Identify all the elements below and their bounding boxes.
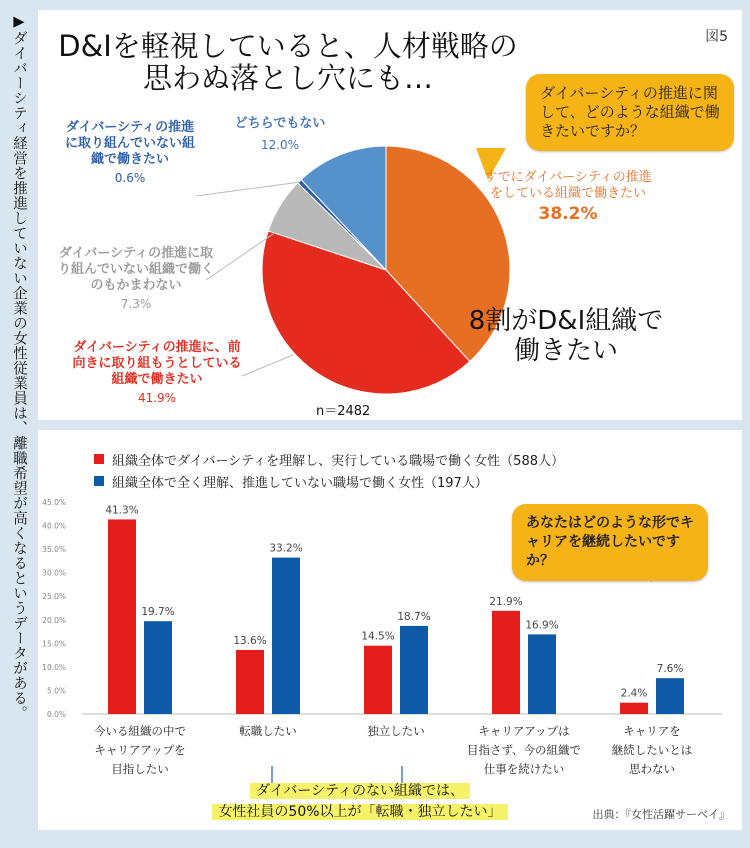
bar-red-0	[108, 519, 136, 714]
legend-label: 組織全体で全く理解、推進していない職場で働く女性（197人）	[112, 475, 488, 491]
y-tick-label: 45.0%	[42, 498, 66, 507]
bar-blue-3	[528, 634, 556, 714]
highlight-line-1: ダイバーシティのない組織では、	[250, 783, 470, 799]
headline-line-1: D&Iを軽視していると、人材戦略の	[58, 29, 518, 63]
slice-label-text: ダイバーシティの推進に、前向きに取り組もうとしている組織で働きたい	[72, 340, 242, 387]
bar-red-2	[364, 646, 392, 714]
bar-red-1	[236, 650, 264, 714]
bar-value-label: 2.4%	[620, 687, 648, 700]
category-labels	[38, 722, 742, 782]
highlight-line-2: 女性社員の50%以上が「転職・独立したい」	[212, 804, 507, 820]
headline-line-2: 思わぬ落とし穴にも…	[142, 61, 433, 95]
category-label	[80, 722, 200, 779]
category-label-line: キャリアアップを	[94, 743, 186, 757]
category-label-line: 仕事を続けたい	[483, 762, 565, 776]
bar-blue-2	[400, 626, 428, 714]
question-bubble: ダイバーシティの推進に関して、どのような組織で働きたいですか？	[526, 74, 734, 151]
bar-blue-4	[656, 678, 684, 714]
slice-label-not-pursuing	[60, 120, 200, 185]
source-note: 出典：『女性活躍サーベイ』	[592, 808, 730, 821]
side-caption: ▶ダイバーシティ経営を推進していない企業の女性従業員は、離職希望が高くなるというデータがある。	[11, 14, 27, 721]
slice-label-text: どちらでもない	[234, 116, 326, 131]
category-label-line: キャリアを	[623, 724, 681, 738]
bar-value-label: 18.7%	[397, 610, 431, 623]
category-label	[336, 722, 456, 741]
slice-label-value: 0.6%	[114, 171, 146, 185]
slice-label-text: ダイバーシティの推進に取り組んでいない組織で働きたい	[64, 120, 195, 167]
big-note: 8割がD&I組織で働きたい	[468, 306, 664, 366]
category-label	[592, 722, 712, 779]
bar-red-3	[492, 611, 520, 714]
slice-label-value: 12.0%	[260, 138, 300, 152]
leader-line	[196, 182, 300, 196]
category-label-line: 目指さず、今の組織で	[466, 743, 582, 757]
y-tick-label: 15.0%	[42, 639, 66, 649]
sample-size: n＝2482	[316, 404, 371, 419]
bar-blue-1	[272, 558, 300, 714]
bar-value-label: 16.9%	[525, 619, 559, 632]
figure-label: 図5	[705, 29, 728, 45]
y-tick-label: 0.0%	[46, 710, 66, 719]
slice-label-text: すでにダイバーシティの推進をしている組織で働きたい	[484, 170, 652, 201]
legend-label: 組織全体でダイバーシティを理解し、実行している職場で働く女性（588人）	[112, 453, 564, 469]
category-label-line: 今いる組織の中で	[94, 724, 186, 738]
category-label-line: 独立したい	[367, 724, 425, 738]
bar-blue-0	[144, 621, 172, 714]
y-tick-label: 40.0%	[42, 521, 66, 531]
bar-value-label: 19.7%	[141, 606, 175, 619]
category-label-line: 継続したいとは	[611, 743, 693, 757]
slice-label-text: ダイバーシティの推進に取り組んでいない組織で働くのもかまわない	[57, 246, 214, 293]
highlight-note	[190, 780, 530, 822]
category-label	[464, 722, 584, 779]
y-tick-label: 10.0%	[42, 662, 66, 672]
pie-panel	[38, 10, 742, 420]
bar-value-label: 41.3%	[105, 504, 139, 517]
category-label-line: キャリアアップは	[478, 724, 570, 738]
slice-label-value: 38.2%	[538, 204, 598, 224]
slice-label-neither	[220, 116, 340, 152]
bar-red-4	[620, 703, 648, 714]
y-tick-label: 30.0%	[42, 568, 66, 578]
leader-line	[242, 355, 293, 376]
y-tick-label: 25.0%	[42, 592, 66, 602]
bar-panel	[38, 430, 742, 830]
bar-value-label: 14.5%	[361, 630, 395, 643]
bar-value-label: 33.2%	[269, 542, 303, 555]
category-label	[208, 722, 328, 741]
category-label-line: 目指したい	[111, 762, 169, 776]
y-tick-label: 20.0%	[42, 615, 66, 625]
category-label-line: 転職したい	[239, 724, 297, 738]
bar-value-label: 13.6%	[233, 634, 267, 647]
slice-label-already	[478, 170, 658, 224]
slice-label-value: 41.9%	[137, 391, 177, 405]
y-tick-label: 35.0%	[42, 545, 66, 555]
slice-label-value: 7.3%	[120, 297, 152, 311]
slice-label-positive	[72, 340, 242, 405]
question-bubble: あなたはどのような形でキャリアを継続したいですか？	[512, 504, 708, 581]
category-label-line: 思わない	[629, 762, 675, 776]
slice-label-dont-mind	[56, 246, 216, 311]
bar-value-label: 21.9%	[489, 595, 523, 608]
bar-value-label: 7.6%	[656, 663, 684, 676]
y-tick-label: 5.0%	[46, 686, 66, 696]
